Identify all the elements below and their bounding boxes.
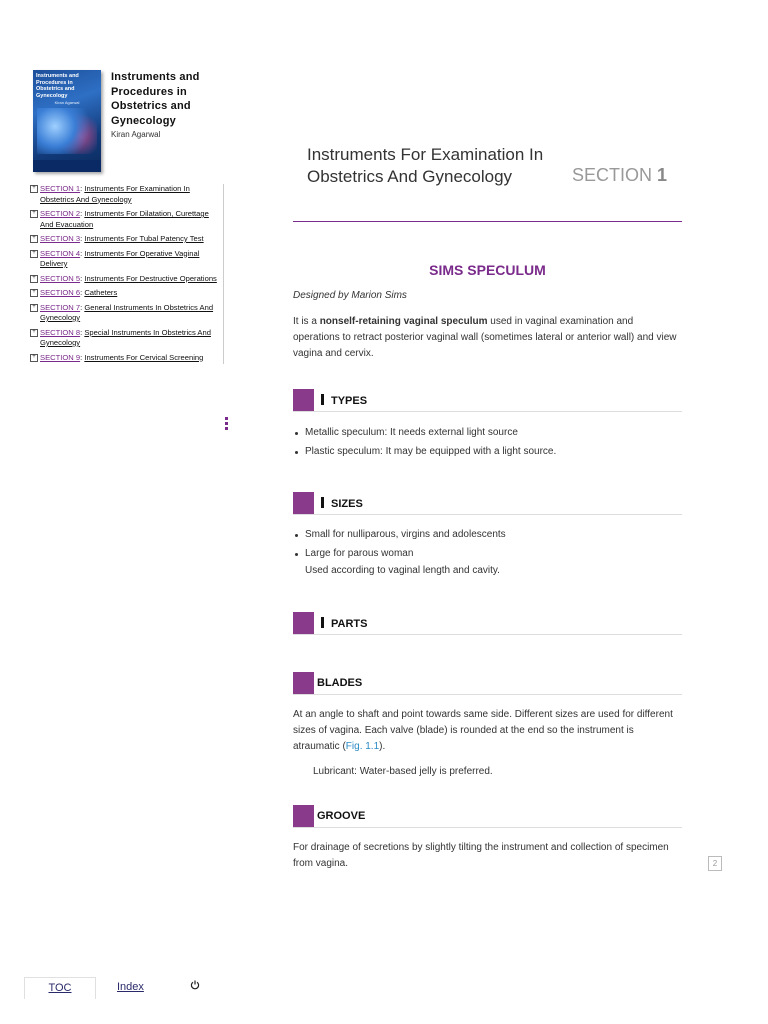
- blades-paragraph: [293, 707, 682, 755]
- toc-title-link[interactable]: Instruments For Operative Vaginal Delivery: [40, 248, 200, 268]
- sizes-note: Used according to vaginal length and cavity.: [305, 565, 500, 576]
- list-item: Large for parous woman: [305, 546, 682, 562]
- toc-tab[interactable]: TOC: [24, 977, 96, 999]
- heading-marker: [293, 389, 314, 411]
- table-of-contents: [29, 184, 224, 364]
- heading-text: PARTS: [331, 618, 368, 630]
- list-item: Metallic speculum: It needs external light source: [305, 425, 682, 441]
- heading-marker: [293, 672, 314, 694]
- expand-icon[interactable]: +: [30, 329, 38, 337]
- toc-item[interactable]: + SECTION 6: Catheters: [29, 288, 223, 299]
- expand-icon[interactable]: +: [30, 275, 38, 283]
- toc-item[interactable]: + SECTION 1: Instruments For Examination In Obstetrics And Gynecology: [29, 184, 223, 205]
- toc-item[interactable]: + SECTION 3: Instruments For Tubal Patency Test: [29, 234, 223, 245]
- cover-title: Instruments and Procedures in Obstetrics and Gynecology: [36, 73, 79, 99]
- book-cover-image[interactable]: [33, 70, 101, 172]
- groove-paragraph: For drainage of secretions by slightly tilting the instrument and collection of specimen from vagina.: [293, 842, 669, 869]
- toc-section-link[interactable]: SECTION 4: [40, 248, 81, 258]
- toc-title-link[interactable]: Instruments For Destructive Operations: [84, 273, 217, 283]
- heading-text: TYPES: [331, 395, 368, 407]
- cover-author: Kiran Agarwal: [54, 100, 80, 105]
- toc-item[interactable]: + SECTION 9: Instruments For Cervical Screening: [29, 353, 223, 364]
- toc-section-link[interactable]: SECTION 1: [40, 184, 81, 193]
- section-number: 1: [657, 165, 668, 185]
- cover-artwork: [37, 108, 97, 154]
- heading-label: GROOVE: [317, 810, 366, 822]
- heading-label: [321, 394, 367, 407]
- toc-title-link[interactable]: General Instruments In Obstetrics And Gynecology: [40, 302, 214, 322]
- heading-marker: [293, 492, 314, 514]
- expand-icon[interactable]: +: [30, 304, 38, 312]
- toc-item[interactable]: + SECTION 4: Instruments For Operative Vaginal Delivery: [29, 249, 223, 270]
- expand-icon[interactable]: +: [30, 210, 38, 218]
- header-divider: [293, 221, 682, 222]
- parts-heading: [293, 612, 682, 635]
- designed-by: Designed by Marion Sims: [293, 290, 407, 301]
- expand-icon[interactable]: +: [30, 289, 38, 297]
- expand-icon[interactable]: +: [30, 354, 38, 362]
- heading-label: [321, 497, 363, 510]
- intro-text: It is a: [293, 316, 320, 327]
- expand-icon[interactable]: +: [30, 185, 38, 193]
- section-word: SECTION: [572, 165, 653, 185]
- chapter-title: Instruments For Examination In Obstetrics And Gynecology: [307, 145, 544, 186]
- toc-title-link[interactable]: Instruments For Tubal Patency Test: [84, 234, 204, 243]
- toc-title-link[interactable]: Instruments For Dilatation, Curettage And Evacuation: [40, 209, 209, 229]
- toc-title-link[interactable]: Special Instruments In Obstetrics And Gynecology: [40, 327, 211, 347]
- toc-section-link[interactable]: SECTION 9: [40, 352, 81, 362]
- index-tab[interactable]: Index: [117, 981, 144, 993]
- intro-paragraph: [293, 314, 682, 362]
- heading-text: SIZES: [331, 498, 363, 510]
- toc-item[interactable]: + SECTION 7: General Instruments In Obstetrics And Gynecology: [29, 303, 223, 324]
- heading-label: [321, 617, 367, 630]
- heading-marker: [293, 805, 314, 827]
- book-title: Instruments and Procedures in Obstetrics and Gynecology: [111, 71, 200, 127]
- lubricant-note: Lubricant: Water-based jelly is preferred.: [313, 766, 493, 777]
- types-list: [293, 425, 682, 463]
- blades-heading: [293, 672, 682, 695]
- list-item: Small for nulliparous, virgins and adolescents: [305, 527, 682, 543]
- toc-title-link[interactable]: Instruments For Cervical Screening: [84, 352, 204, 362]
- toc-item[interactable]: + SECTION 5: Instruments For Destructive Operations: [29, 274, 223, 285]
- toc-section-link[interactable]: SECTION 6: [40, 288, 81, 297]
- blades-text-end: ).: [379, 741, 386, 752]
- more-options-icon[interactable]: [225, 417, 229, 432]
- toc-section-link[interactable]: SECTION 3: [40, 234, 81, 243]
- topic-heading: SIMS SPECULUM: [429, 262, 546, 278]
- bottom-nav: [24, 977, 224, 999]
- toc-section-link[interactable]: SECTION 7: [40, 302, 81, 312]
- heading-marker: [293, 612, 314, 634]
- sidebar: [0, 0, 232, 1024]
- sizes-heading: [293, 492, 682, 515]
- book-author: Kiran Agarwal: [111, 130, 161, 139]
- toc-section-link[interactable]: SECTION 2: [40, 209, 81, 218]
- toc-title-link[interactable]: Catheters: [84, 288, 118, 297]
- power-icon[interactable]: [190, 980, 200, 990]
- toc-item[interactable]: + SECTION 8: Special Instruments In Obstetrics And Gynecology: [29, 328, 223, 349]
- toc-section-link[interactable]: SECTION 8: [40, 327, 81, 337]
- list-item: Plastic speculum: It may be equipped with a light source.: [305, 444, 682, 460]
- figure-link[interactable]: Fig. 1.1: [345, 741, 380, 752]
- intro-bold: nonself-retaining vaginal speculum: [319, 316, 488, 327]
- sizes-list: [293, 527, 682, 562]
- toc-item[interactable]: + SECTION 2: Instruments For Dilatation, Curettage And Evacuation: [29, 209, 223, 230]
- cover-band: [33, 160, 101, 172]
- types-heading: [293, 389, 682, 412]
- toc-section-link[interactable]: SECTION 5: [40, 273, 81, 283]
- expand-icon[interactable]: +: [30, 235, 38, 243]
- section-label: [572, 165, 667, 186]
- heading-label: BLADES: [317, 677, 363, 689]
- page-number: 2: [708, 856, 722, 871]
- intro-text-rest: used in vaginal examination and operations to retract posterior vaginal wall (sometimes lateral or anterior wall) and view vagina and cervix.: [293, 316, 677, 359]
- blades-text: At an angle to shaft and point towards same side. Different sizes are used for different sizes of vagina. Each valve (blade) is rounded at the end so the instrument is atraumatic (: [293, 709, 673, 752]
- expand-icon[interactable]: +: [30, 250, 38, 258]
- toc-title-link[interactable]: Instruments For Examination In Obstetrics And Gynecology: [40, 184, 190, 204]
- groove-heading: [293, 805, 682, 828]
